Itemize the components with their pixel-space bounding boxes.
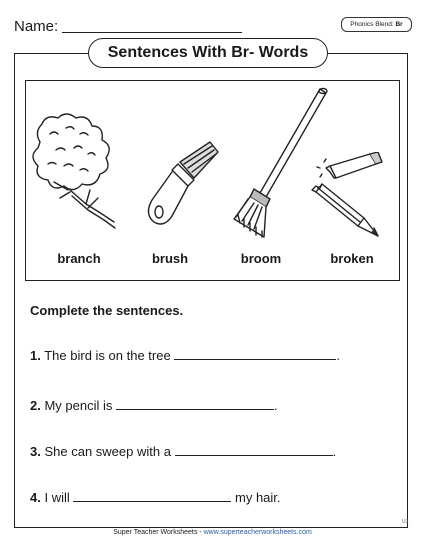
tree-branch-icon xyxy=(30,112,122,230)
instructions: Complete the sentences. xyxy=(30,303,184,318)
footer-url-link[interactable]: www.superteacherworksheets.com xyxy=(203,529,312,536)
question-text: She can sweep with a xyxy=(44,444,171,459)
question-text: The bird is on the tree xyxy=(44,348,171,363)
page-code: U3 xyxy=(402,519,409,525)
broken-pencil-icon xyxy=(308,152,386,242)
question-text-after: . xyxy=(332,444,337,459)
question-text-after: . xyxy=(336,348,340,363)
phonics-blend-label: Phonics Blend: xyxy=(350,21,394,28)
question-4 xyxy=(30,489,281,505)
question-number: 3. xyxy=(30,444,41,459)
question-number: 2. xyxy=(30,398,41,413)
answer-blank[interactable] xyxy=(175,443,333,456)
footer-site-name: Super Teacher Worksheets xyxy=(113,529,198,536)
picture-word-broom: broom xyxy=(240,251,282,266)
question-number: 1. xyxy=(30,348,41,363)
picture-word-broken: broken xyxy=(330,251,374,266)
question-text: I will xyxy=(44,490,70,505)
answer-blank[interactable] xyxy=(116,397,274,410)
question-text: My pencil is xyxy=(44,398,113,413)
footer xyxy=(0,529,425,536)
picture-word-branch: branch xyxy=(57,251,101,266)
answer-blank[interactable] xyxy=(174,347,336,360)
question-2 xyxy=(30,397,278,413)
name-blank-line xyxy=(62,32,242,33)
answer-blank[interactable] xyxy=(73,489,231,502)
question-text-after: . xyxy=(274,398,278,413)
name-label: Name: xyxy=(14,18,59,35)
question-text-after: my hair. xyxy=(235,490,281,505)
worksheet-title: Sentences With Br- Words xyxy=(88,38,328,68)
question-number: 4. xyxy=(30,490,41,505)
phonics-blend-badge xyxy=(341,17,412,32)
picture-word-brush: brush xyxy=(151,251,189,266)
phonics-blend-value: Br xyxy=(395,21,403,28)
paint-brush-icon xyxy=(140,138,220,232)
question-3 xyxy=(30,443,336,459)
question-1 xyxy=(30,347,340,363)
footer-separator: - xyxy=(197,529,204,536)
